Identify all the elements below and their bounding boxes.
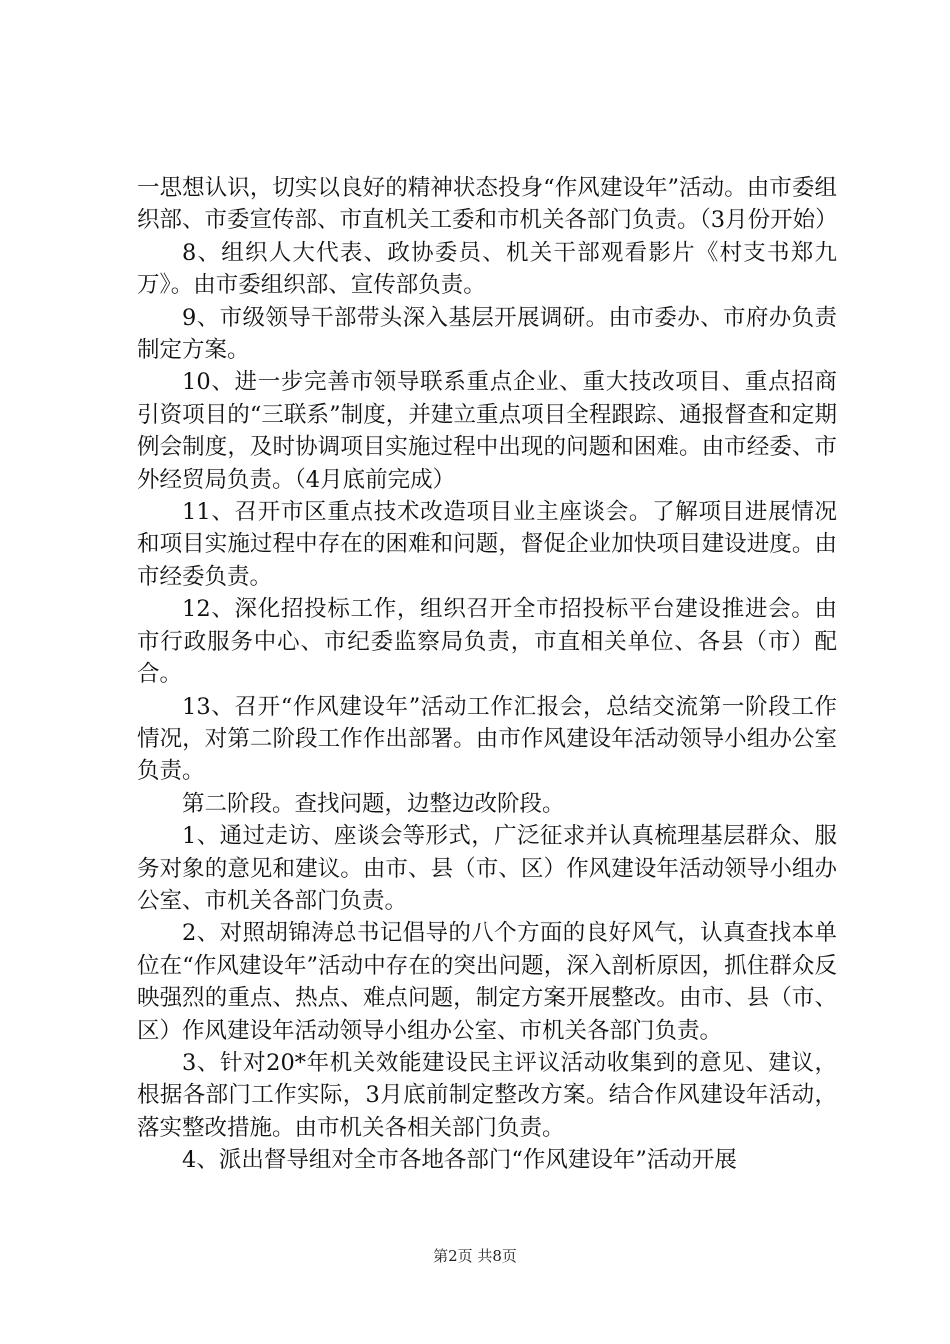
document-body: [137, 172, 837, 1177]
paragraph-continuation: 一思想认识，切实以良好的精神状态投身“作风建设年”活动。由市委组织部、市委宣传部、市直机关工委和市机关各部门负责。（3月份开始）: [137, 175, 838, 234]
paragraph-item-12: 12、深化招投标工作，组织召开全市招投标平台建设推进会。由市行政服务中心、市纪委监察局负责，市直相关单位、各县（市）配合。: [137, 596, 837, 688]
paragraph-item-8: 8、组织人大代表、政协委员、机关干部观看影片《村支书郑九万》。由市委组织部、宣传部负责。: [137, 239, 837, 299]
paragraph-stage2-item-2: 2、对照胡锦涛总书记倡导的八个方面的良好风气，认真查找本单位在“作风建设年”活动中存在的突出问题，深入剖析原因，抓住群众反映强烈的重点、热点、难点问题，制定方案开展整改。由市、县（市、区）作风建设年活动领导小组办公室、市机关各部门负责。: [137, 920, 837, 1044]
paragraph-item-9: 9、市级领导干部带头深入基层开展调研。由市委办、市府办负责制定方案。: [137, 304, 837, 364]
paragraph-item-10: 10、进一步完善市领导联系重点企业、重大技改项目、重点招商引资项目的“三联系”制度，并建立重点项目全程跟踪、通报督查和定期例会制度，及时协调项目实施过程中出现的问题和困难。由市经委、市外经贸局负责。（4月底前完成）: [137, 369, 837, 493]
page-number-footer: 第2页 共8页: [433, 1247, 517, 1265]
paragraph-stage2-item-4: 4、派出督导组对全市各地各部门“作风建设年”活动开展: [182, 1147, 737, 1174]
paragraph-stage2-item-3: 3、针对20*年机关效能建设民主评议活动收集到的意见、建议，根据各部门工作实际，3月底前制定整改方案。结合作风建设年活动，落实整改措施。由市机关各相关部门负责。: [137, 1049, 837, 1141]
section-heading-stage-two: 第二阶段。查找问题，边整边改阶段。: [182, 790, 565, 817]
paragraph-item-13: 13、召开“作风建设年”活动工作汇报会，总结交流第一阶段工作情况，对第二阶段工作作出部署。由市作风建设年活动领导小组办公室负责。: [137, 693, 837, 785]
paragraph-stage2-item-1: 1、通过走访、座谈会等形式，广泛征求并认真梳理基层群众、服务对象的意见和建议。由市、县（市、区）作风建设年活动领导小组办公室、市机关各部门负责。: [137, 823, 837, 914]
paragraph-item-11: 11、召开市区重点技术改造项目业主座谈会。了解项目进展情况和项目实施过程中存在的困难和问题，督促企业加快项目建设进度。由市经委负责。: [137, 499, 837, 590]
